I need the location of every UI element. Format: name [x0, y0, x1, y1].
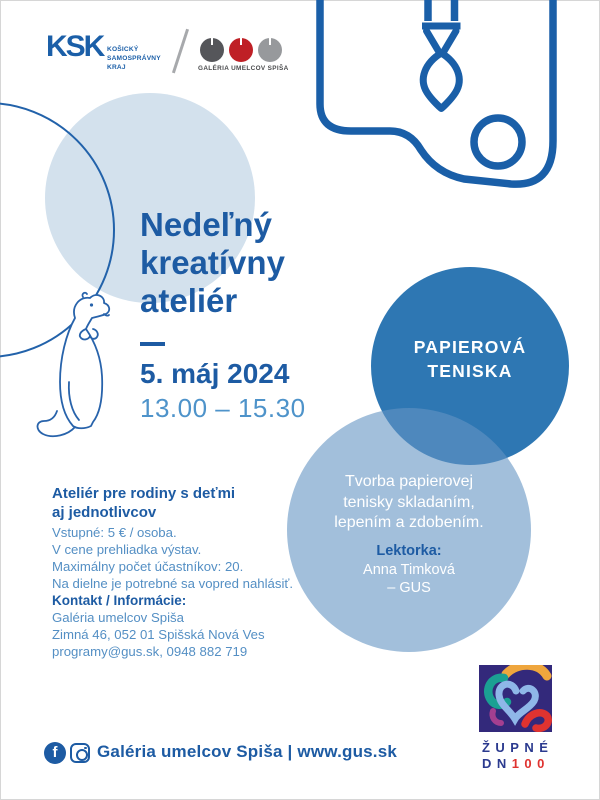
- ksk-label-line: KOŠICKÝ: [107, 46, 139, 53]
- lecturer-line: – GUS: [387, 580, 431, 596]
- gus-dot-dark: [200, 38, 224, 62]
- contact-line: Zimná 46, 052 01 Spišská Nová Ves: [52, 627, 265, 642]
- instagram-icon: [70, 743, 90, 763]
- description-circle: [287, 408, 531, 652]
- info-line: Na dielne je potrebné sa vopred nahlásiť.: [52, 576, 294, 591]
- title-line: kreatívny: [140, 244, 285, 281]
- title-dash: [140, 342, 165, 346]
- ksk-logo: KSK: [46, 30, 104, 63]
- contact-heading: Kontakt / Informácie:: [52, 593, 187, 608]
- lecturer-name: [287, 561, 531, 597]
- description-line: tenisky skladaním,: [343, 493, 475, 511]
- info-line: Vstupné: 5 € / osoba.: [52, 525, 177, 540]
- palette-brush-illustration: [310, 0, 566, 200]
- gus-logo-dots: [200, 38, 282, 62]
- audience-heading: [52, 484, 235, 522]
- badge-line: PAPIEROVÁ: [413, 337, 527, 357]
- event-date: 5. máj 2024: [140, 358, 290, 389]
- audience-line: aj jednotlivcov: [52, 504, 157, 521]
- lecturer-line: Anna Timková: [363, 562, 455, 578]
- event-time: 13.00 – 15.30: [140, 393, 306, 423]
- event-info: [52, 524, 293, 592]
- ksk-logo-label: [107, 45, 161, 72]
- description-line: Tvorba papierovej: [344, 473, 474, 490]
- marmot-illustration: [25, 290, 120, 438]
- title-line: ateliér: [140, 282, 238, 319]
- contact-line: Galéria umelcov Spiša: [52, 610, 184, 625]
- zupne-dn: DN: [482, 756, 512, 771]
- logo-divider: [172, 29, 189, 74]
- lecturer-label: Lektorka:: [376, 543, 442, 559]
- theme-badge-text: [371, 335, 569, 383]
- badge-line: TENISKA: [427, 361, 513, 381]
- contact-info: [52, 609, 265, 660]
- audience-line: Ateliér pre rodiny s deťmi: [52, 485, 236, 502]
- facebook-icon: f: [44, 742, 66, 764]
- description-line: lepením a zdobením.: [334, 514, 484, 531]
- info-line: V cene prehliadka výstav.: [52, 542, 202, 557]
- title-line: Nedeľný: [140, 206, 272, 243]
- footer-site-text: Galéria umelcov Spiša | www.gus.sk: [97, 742, 398, 761]
- ksk-label-line: KRAJ: [107, 64, 126, 71]
- zupne-dni-100-logo: [479, 665, 552, 732]
- workshop-description: [287, 472, 531, 534]
- info-line: Maximálny počet účastníkov: 20.: [52, 559, 244, 574]
- contact-line: programy@gus.sk, 0948 882 719: [52, 644, 248, 659]
- zupne-wordmark-line2: [482, 756, 550, 771]
- zupne-100: 100: [511, 756, 550, 771]
- ksk-label-line: SAMOSPRÁVNY: [107, 55, 161, 62]
- page-title: [140, 206, 285, 320]
- gus-logo-caption: GALÉRIA UMELCOV SPIŠA: [198, 65, 289, 72]
- zupne-wordmark-line1: ŽUPNÉ: [482, 740, 554, 755]
- gus-dot-red: [229, 38, 253, 62]
- gus-dot-gray: [258, 38, 282, 62]
